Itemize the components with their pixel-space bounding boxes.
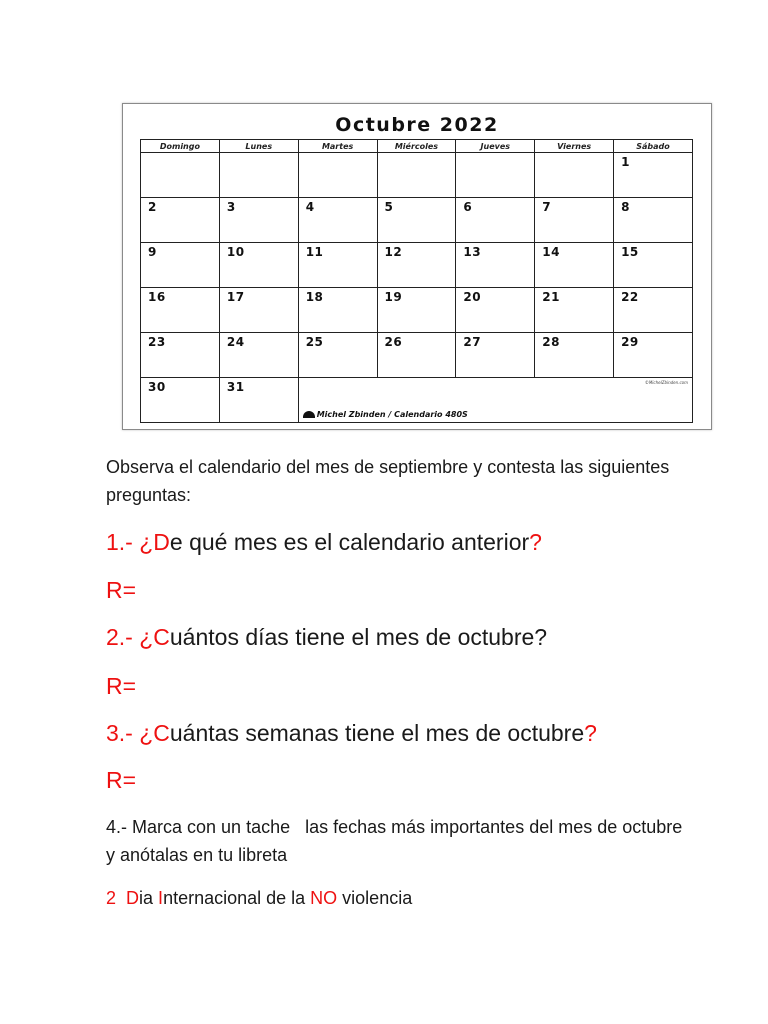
question-number: 1.- ¿D: [106, 529, 170, 555]
instructions: Observa el calendario del mes de septiembre y contesta las siguientes preguntas:: [106, 457, 670, 505]
date-note-text: ia: [139, 888, 159, 908]
day-number: 24: [226, 335, 245, 349]
question-mark: ?: [584, 720, 597, 746]
day-number: 2: [148, 200, 157, 214]
day-cell: [298, 243, 377, 288]
weekday-header: Domingo: [141, 140, 220, 153]
day-number: 23: [148, 335, 166, 349]
day-number: 3: [226, 200, 236, 214]
date-note-text: violencia: [337, 888, 413, 908]
day-cell: [219, 288, 298, 333]
day-number: 1: [621, 155, 630, 169]
question-2: [106, 624, 706, 651]
day-cell: [377, 333, 456, 378]
date-note: [106, 884, 706, 912]
weekday-header: Viernes: [535, 140, 614, 153]
day-cell: [614, 153, 693, 198]
date-note-initial: D: [126, 888, 140, 908]
day-number: 6: [463, 200, 473, 214]
week-row: [141, 378, 693, 423]
question-number: 3.- ¿C: [106, 720, 170, 746]
day-number: 27: [463, 335, 482, 349]
day-number: 8: [621, 200, 630, 214]
calendar-credit: [303, 410, 468, 419]
calendar-watermark: ©MichelZbinden.com: [644, 380, 688, 385]
day-number: 12: [384, 245, 403, 259]
date-note-text: nternacional de la: [163, 888, 311, 908]
day-cell: [535, 333, 614, 378]
day-cell: [535, 198, 614, 243]
day-cell: [298, 198, 377, 243]
day-number: 17: [226, 290, 245, 304]
day-cell: [456, 288, 535, 333]
question-number: 2.- ¿C: [106, 624, 170, 650]
day-number: 26: [384, 335, 403, 349]
weekday-header: Sábado: [614, 140, 693, 153]
day-cell: [141, 378, 220, 423]
question-text: uántas semanas tiene el mes de octubre: [169, 720, 585, 746]
day-number: 29: [621, 335, 639, 349]
day-cell-empty: [219, 153, 298, 198]
day-number: 4: [305, 200, 315, 214]
day-cell: [298, 333, 377, 378]
day-cell-empty: [298, 153, 377, 198]
question-mark: ?: [529, 529, 542, 555]
day-number: 30: [148, 380, 166, 394]
day-cell: [219, 333, 298, 378]
weekday-header: Jueves: [456, 140, 535, 153]
day-number: 16: [148, 290, 166, 304]
day-cell: [614, 333, 693, 378]
day-number: 18: [305, 290, 324, 304]
question-1: [106, 529, 706, 556]
day-cell: [141, 243, 220, 288]
day-number: 11: [305, 245, 324, 259]
credits-cell: [298, 378, 692, 423]
answer-label: R=: [106, 577, 137, 603]
day-cell: [456, 243, 535, 288]
weekday-header: Martes: [298, 140, 377, 153]
question-text: uántos días tiene el mes de octubre?: [169, 624, 548, 650]
day-number: 22: [621, 290, 639, 304]
day-number: 15: [621, 245, 639, 259]
day-cell-empty: [535, 153, 614, 198]
date-note-day: 2: [106, 888, 117, 908]
day-number: 28: [542, 335, 560, 349]
date-note-initial: I: [158, 888, 164, 908]
day-number: 9: [148, 245, 157, 259]
calendar-image: [122, 103, 712, 430]
day-cell: [535, 288, 614, 333]
day-number: 20: [463, 290, 482, 304]
answer-label: R=: [106, 767, 137, 793]
day-cell: [614, 288, 693, 333]
week-row: [141, 243, 693, 288]
day-cell: [219, 243, 298, 288]
question-4: 4.- Marca con un tache las fechas más importantes del mes de octubre y anótalas en tu libreta: [106, 817, 688, 865]
question-text: e qué mes es el calendario anterior: [169, 529, 530, 555]
week-row: [141, 288, 693, 333]
day-cell: [456, 333, 535, 378]
day-cell: [219, 378, 298, 423]
day-number: 5: [384, 200, 394, 214]
day-number: 13: [463, 245, 482, 259]
date-note-no: NO: [310, 888, 338, 908]
day-cell: [298, 288, 377, 333]
day-cell: [535, 243, 614, 288]
calendar-title: Octubre 2022: [335, 114, 499, 136]
day-number: 25: [305, 335, 324, 349]
day-cell: [456, 198, 535, 243]
creative-commons-icon: [303, 411, 315, 418]
day-number: 10: [226, 245, 245, 259]
weekday-header-row: [141, 140, 693, 153]
day-cell-empty: [141, 153, 220, 198]
day-number: 14: [542, 245, 560, 259]
day-cell: [141, 288, 220, 333]
week-row: [141, 153, 693, 198]
day-number: 7: [542, 200, 552, 214]
weekday-header: Lunes: [219, 140, 298, 153]
day-number: 31: [226, 380, 245, 394]
calendar-grid: [140, 139, 693, 423]
day-cell: [141, 333, 220, 378]
day-cell: [377, 288, 456, 333]
calendar-credit-text: Michel Zbinden / Calendario 480S: [316, 410, 468, 419]
day-cell: [614, 198, 693, 243]
week-row: [141, 198, 693, 243]
day-cell: [377, 198, 456, 243]
weekday-header: Miércoles: [377, 140, 456, 153]
day-cell-empty: [456, 153, 535, 198]
question-3: [106, 720, 706, 747]
day-cell-empty: [377, 153, 456, 198]
day-cell: [377, 243, 456, 288]
week-row: [141, 333, 693, 378]
day-number: 21: [542, 290, 560, 304]
day-cell: [141, 198, 220, 243]
day-cell: [219, 198, 298, 243]
day-cell: [614, 243, 693, 288]
answer-label: R=: [106, 673, 137, 699]
day-number: 19: [384, 290, 403, 304]
